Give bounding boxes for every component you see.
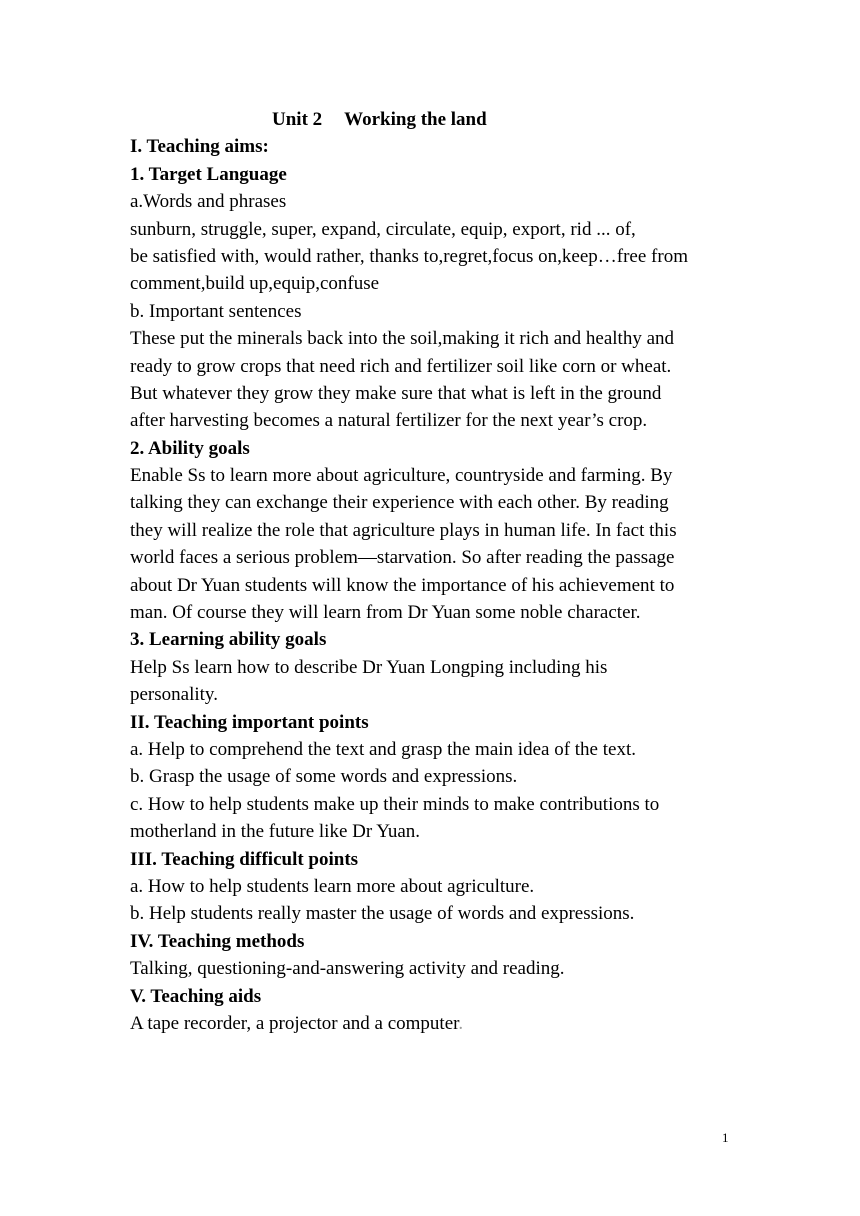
words-line: be satisfied with, would rather, thanks to,regret,focus on,keep…free from bbox=[130, 245, 688, 267]
important-points-heading: II. Teaching important points bbox=[130, 711, 369, 733]
words-phrases-heading: a.Words and phrases bbox=[130, 191, 287, 213]
learning-line: Help Ss learn how to describe Dr Yuan Longping including his bbox=[130, 656, 608, 678]
target-language-heading: 1. Target Language bbox=[130, 163, 287, 185]
sentence-line: ready to grow crops that need rich and fertilizer soil like corn or wheat. bbox=[130, 355, 672, 377]
page-number: 1 bbox=[722, 1130, 729, 1145]
sentence-line: These put the minerals back into the soil,making it rich and healthy and bbox=[130, 328, 674, 350]
words-line: comment,build up,equip,confuse bbox=[130, 273, 380, 295]
difficult-points-heading: III. Teaching difficult points bbox=[130, 848, 359, 870]
important-line: c. How to help students make up their minds to make contributions to bbox=[130, 793, 660, 815]
ability-line: man. Of course they will learn from Dr Yuan some noble character. bbox=[130, 602, 641, 624]
ability-line: about Dr Yuan students will know the importance of his achievement to bbox=[130, 574, 675, 596]
learning-goals-heading: 3. Learning ability goals bbox=[130, 629, 327, 651]
aims-heading: I. Teaching aims: bbox=[130, 136, 269, 158]
title-unit: Unit 2 bbox=[272, 109, 323, 130]
ability-goals-heading: 2. Ability goals bbox=[130, 437, 250, 459]
difficult-line: b. Help students really master the usage of words and expressions. bbox=[130, 903, 635, 925]
methods-heading: IV. Teaching methods bbox=[130, 930, 305, 952]
sentence-line: after harvesting becomes a natural fertilizer for the next year’s crop. bbox=[130, 410, 648, 432]
important-line: motherland in the future like Dr Yuan. bbox=[130, 821, 421, 843]
difficult-line: a. How to help students learn more about agriculture. bbox=[130, 875, 535, 897]
ability-line: world faces a serious problem—starvation. So after reading the passage bbox=[130, 547, 675, 569]
aids-period: . bbox=[458, 1012, 464, 1034]
sentences-heading: b. Important sentences bbox=[130, 300, 302, 322]
important-line: b. Grasp the usage of some words and expressions. bbox=[130, 766, 518, 788]
aids-line bbox=[130, 1010, 740, 1037]
ability-line: talking they can exchange their experience with each other. By reading bbox=[130, 492, 669, 514]
document-title bbox=[130, 106, 740, 133]
aids-text: A tape recorder, a projector and a computer bbox=[130, 1012, 459, 1034]
methods-line: Talking, questioning-and-answering activity and reading. bbox=[130, 958, 565, 980]
title-name: Working the land bbox=[344, 109, 487, 130]
sentence-line: But whatever they grow they make sure that what is left in the ground bbox=[130, 382, 662, 404]
document-body bbox=[130, 106, 740, 1037]
ability-line: they will realize the role that agriculture plays in human life. In fact this bbox=[130, 519, 677, 541]
important-line: a. Help to comprehend the text and grasp the main idea of the text. bbox=[130, 738, 636, 760]
learning-line: personality. bbox=[130, 684, 218, 706]
ability-line: Enable Ss to learn more about agriculture, countryside and farming. By bbox=[130, 465, 673, 487]
aids-heading: V. Teaching aids bbox=[130, 985, 262, 1007]
words-line: sunburn, struggle, super, expand, circulate, equip, export, rid ... of, bbox=[130, 218, 636, 240]
